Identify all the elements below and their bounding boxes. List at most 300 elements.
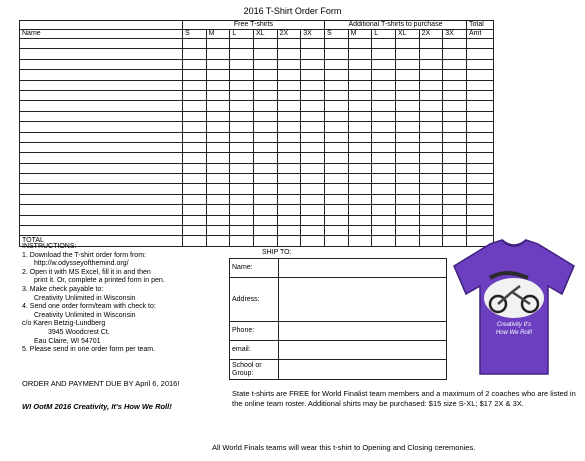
order-cell[interactable]: [372, 111, 396, 121]
order-cell[interactable]: [230, 122, 254, 132]
order-cell[interactable]: [230, 153, 254, 163]
ship-name-field[interactable]: [279, 259, 447, 278]
order-cell[interactable]: [348, 194, 372, 204]
order-cell[interactable]: [372, 205, 396, 215]
order-cell[interactable]: [324, 205, 348, 215]
order-cell[interactable]: [419, 111, 443, 121]
order-cell[interactable]: [277, 184, 301, 194]
order-cell[interactable]: [230, 80, 254, 90]
order-cell[interactable]: [253, 49, 277, 59]
order-cell[interactable]: [230, 194, 254, 204]
order-cell[interactable]: [183, 39, 207, 49]
order-cell[interactable]: [419, 122, 443, 132]
order-cell[interactable]: [277, 90, 301, 100]
order-cell[interactable]: [372, 194, 396, 204]
order-cell[interactable]: [206, 153, 230, 163]
order-cell[interactable]: [277, 101, 301, 111]
table-row: [20, 215, 494, 225]
order-cell[interactable]: [372, 132, 396, 142]
order-cell[interactable]: [277, 59, 301, 69]
ship-school-field[interactable]: [279, 360, 447, 380]
order-cell[interactable]: [395, 59, 419, 69]
order-cell[interactable]: [348, 205, 372, 215]
order-cell[interactable]: [253, 142, 277, 152]
order-cell[interactable]: [301, 226, 325, 236]
name-cell[interactable]: [20, 142, 183, 152]
order-cell[interactable]: [206, 101, 230, 111]
order-cell[interactable]: [324, 70, 348, 80]
order-cell[interactable]: [183, 184, 207, 194]
order-cell[interactable]: [277, 174, 301, 184]
order-cell[interactable]: [230, 142, 254, 152]
order-cell[interactable]: [206, 142, 230, 152]
order-cell[interactable]: [183, 101, 207, 111]
order-cell[interactable]: [253, 70, 277, 80]
order-cell[interactable]: [419, 163, 443, 173]
order-cell[interactable]: [206, 226, 230, 236]
name-cell[interactable]: [20, 184, 183, 194]
order-cell[interactable]: [395, 90, 419, 100]
order-cell[interactable]: [443, 70, 467, 80]
order-cell[interactable]: [277, 163, 301, 173]
order-cell[interactable]: [419, 194, 443, 204]
order-cell[interactable]: [277, 80, 301, 90]
due-date-text: ORDER AND PAYMENT DUE BY April 6, 2016!: [22, 379, 180, 388]
order-cell[interactable]: [324, 174, 348, 184]
order-cell[interactable]: [348, 39, 372, 49]
order-cell[interactable]: [419, 153, 443, 163]
order-cell[interactable]: [253, 153, 277, 163]
name-cell[interactable]: [20, 49, 183, 59]
order-cell[interactable]: [230, 70, 254, 80]
order-cell[interactable]: [467, 226, 494, 236]
order-cell[interactable]: [206, 174, 230, 184]
order-cell[interactable]: [230, 215, 254, 225]
name-cell[interactable]: [20, 226, 183, 236]
order-cell[interactable]: [301, 80, 325, 90]
order-cell[interactable]: [230, 205, 254, 215]
order-cell[interactable]: [301, 101, 325, 111]
order-cell[interactable]: [443, 163, 467, 173]
order-cell[interactable]: [467, 163, 494, 173]
order-cell[interactable]: [395, 174, 419, 184]
ship-phone-label: Phone:: [230, 322, 279, 341]
order-cell[interactable]: [324, 215, 348, 225]
order-cell[interactable]: [277, 215, 301, 225]
order-cell[interactable]: [301, 215, 325, 225]
name-cell[interactable]: [20, 101, 183, 111]
order-cell[interactable]: [443, 184, 467, 194]
order-cell[interactable]: [395, 122, 419, 132]
order-cell[interactable]: [324, 142, 348, 152]
order-cell[interactable]: [301, 174, 325, 184]
order-cell[interactable]: [372, 90, 396, 100]
order-cell[interactable]: [183, 59, 207, 69]
order-cell[interactable]: [301, 39, 325, 49]
order-cell[interactable]: [443, 59, 467, 69]
name-cell[interactable]: [20, 215, 183, 225]
order-cell[interactable]: [324, 122, 348, 132]
order-cell[interactable]: [253, 174, 277, 184]
instruction-line: c/o Karen Betzig-Lundberg: [22, 320, 106, 328]
order-cell[interactable]: [230, 226, 254, 236]
order-cell[interactable]: [253, 39, 277, 49]
order-cell[interactable]: [395, 163, 419, 173]
order-cell[interactable]: [183, 111, 207, 121]
name-cell[interactable]: [20, 174, 183, 184]
name-cell[interactable]: [20, 70, 183, 80]
order-cell[interactable]: [301, 236, 325, 246]
order-cell[interactable]: [467, 70, 494, 80]
order-cell[interactable]: [253, 122, 277, 132]
order-cell[interactable]: [467, 122, 494, 132]
order-cell[interactable]: [301, 122, 325, 132]
order-cell[interactable]: [348, 59, 372, 69]
order-cell[interactable]: [301, 163, 325, 173]
order-cell[interactable]: [348, 101, 372, 111]
order-cell[interactable]: [183, 153, 207, 163]
order-cell[interactable]: [467, 153, 494, 163]
order-cell[interactable]: [301, 132, 325, 142]
order-cell[interactable]: [395, 215, 419, 225]
name-cell[interactable]: [20, 59, 183, 69]
order-cell[interactable]: [324, 80, 348, 90]
order-cell[interactable]: [253, 215, 277, 225]
order-cell[interactable]: [372, 153, 396, 163]
order-cell[interactable]: [230, 174, 254, 184]
order-cell[interactable]: [183, 194, 207, 204]
order-cell[interactable]: [395, 132, 419, 142]
order-cell[interactable]: [348, 184, 372, 194]
order-cell[interactable]: [372, 122, 396, 132]
name-cell[interactable]: [20, 80, 183, 90]
order-cell[interactable]: [443, 226, 467, 236]
order-cell[interactable]: [467, 39, 494, 49]
order-cell[interactable]: [467, 174, 494, 184]
order-cell[interactable]: [443, 111, 467, 121]
order-cell[interactable]: [253, 101, 277, 111]
order-cell[interactable]: [301, 90, 325, 100]
order-cell[interactable]: [253, 80, 277, 90]
order-cell[interactable]: [395, 80, 419, 90]
order-cell[interactable]: [183, 142, 207, 152]
order-cell[interactable]: [206, 184, 230, 194]
order-cell[interactable]: [277, 132, 301, 142]
instruction-line: 3. Make check payable to:: [22, 285, 104, 293]
order-cell[interactable]: [372, 80, 396, 90]
order-cell[interactable]: [372, 236, 396, 246]
order-cell[interactable]: [372, 49, 396, 59]
order-cell[interactable]: [348, 90, 372, 100]
order-cell[interactable]: [230, 39, 254, 49]
order-cell[interactable]: [419, 49, 443, 59]
order-cell[interactable]: [348, 215, 372, 225]
order-cell[interactable]: [230, 163, 254, 173]
order-cell[interactable]: [395, 101, 419, 111]
order-cell[interactable]: [443, 153, 467, 163]
order-cell[interactable]: [206, 49, 230, 59]
order-cell[interactable]: [419, 90, 443, 100]
order-cell[interactable]: [419, 174, 443, 184]
order-cell[interactable]: [206, 122, 230, 132]
order-cell[interactable]: [183, 132, 207, 142]
order-cell[interactable]: [324, 59, 348, 69]
order-cell[interactable]: [253, 184, 277, 194]
order-cell[interactable]: [419, 236, 443, 246]
order-cell[interactable]: [419, 39, 443, 49]
order-cell[interactable]: [467, 142, 494, 152]
name-cell[interactable]: [20, 122, 183, 132]
order-cell[interactable]: [467, 90, 494, 100]
order-cell[interactable]: [467, 59, 494, 69]
order-cell[interactable]: [419, 59, 443, 69]
name-cell[interactable]: [20, 39, 183, 49]
ship-to-table: [229, 258, 447, 380]
ship-email-field[interactable]: [279, 341, 447, 360]
order-cell[interactable]: [206, 39, 230, 49]
order-cell[interactable]: [277, 111, 301, 121]
order-cell[interactable]: [419, 205, 443, 215]
shirt-note: State t-shirts are FREE for World Finalist team members and a maximum of 2 coaches who are listed in the online team roster. Additional shirts may be purchased: $15 size S-XL; $17 2X & 3X.: [232, 389, 576, 408]
order-cell[interactable]: [183, 70, 207, 80]
order-cell[interactable]: [395, 153, 419, 163]
name-cell[interactable]: [20, 194, 183, 204]
order-cell[interactable]: [324, 49, 348, 59]
order-cell[interactable]: [324, 194, 348, 204]
order-cell[interactable]: [230, 111, 254, 121]
order-cell[interactable]: [419, 142, 443, 152]
order-cell[interactable]: [230, 59, 254, 69]
order-cell[interactable]: [206, 215, 230, 225]
order-cell[interactable]: [443, 49, 467, 59]
order-cell[interactable]: [183, 174, 207, 184]
order-cell[interactable]: [253, 90, 277, 100]
order-cell[interactable]: [277, 142, 301, 152]
order-cell[interactable]: [277, 49, 301, 59]
order-cell[interactable]: [206, 111, 230, 121]
order-cell[interactable]: [253, 236, 277, 246]
order-cell[interactable]: [324, 163, 348, 173]
order-cell[interactable]: [443, 142, 467, 152]
order-cell[interactable]: [395, 194, 419, 204]
order-cell[interactable]: [324, 132, 348, 142]
order-cell[interactable]: [443, 90, 467, 100]
order-cell[interactable]: [253, 194, 277, 204]
order-cell[interactable]: [372, 215, 396, 225]
order-cell[interactable]: [348, 70, 372, 80]
order-cell[interactable]: [467, 132, 494, 142]
order-cell[interactable]: [348, 153, 372, 163]
order-cell[interactable]: [467, 80, 494, 90]
order-cell[interactable]: [372, 184, 396, 194]
order-cell[interactable]: [372, 101, 396, 111]
order-cell[interactable]: [395, 49, 419, 59]
order-cell[interactable]: [467, 49, 494, 59]
ship-address-field[interactable]: [279, 278, 447, 322]
order-cell[interactable]: [183, 49, 207, 59]
order-cell[interactable]: [348, 122, 372, 132]
order-cell[interactable]: [467, 205, 494, 215]
order-cell[interactable]: [277, 194, 301, 204]
order-cell[interactable]: [301, 111, 325, 121]
order-cell[interactable]: [324, 153, 348, 163]
order-cell[interactable]: [395, 70, 419, 80]
order-cell[interactable]: [348, 236, 372, 246]
order-cell[interactable]: [206, 163, 230, 173]
order-cell[interactable]: [230, 236, 254, 246]
order-cell[interactable]: [253, 163, 277, 173]
order-cell[interactable]: [183, 226, 207, 236]
order-cell[interactable]: [348, 111, 372, 121]
total-amt-header: Amt: [467, 30, 494, 39]
order-cell[interactable]: [183, 163, 207, 173]
order-cell[interactable]: [443, 205, 467, 215]
order-cell[interactable]: [395, 39, 419, 49]
order-cell[interactable]: [372, 174, 396, 184]
order-cell[interactable]: [183, 122, 207, 132]
table-row: [20, 226, 494, 236]
name-cell[interactable]: [20, 153, 183, 163]
order-cell[interactable]: [419, 70, 443, 80]
order-cell[interactable]: [419, 184, 443, 194]
order-cell[interactable]: [419, 80, 443, 90]
order-cell[interactable]: [348, 163, 372, 173]
order-cell[interactable]: [372, 39, 396, 49]
order-cell[interactable]: [443, 80, 467, 90]
order-cell[interactable]: [395, 236, 419, 246]
order-cell[interactable]: [253, 205, 277, 215]
order-cell[interactable]: [348, 49, 372, 59]
order-cell[interactable]: [467, 184, 494, 194]
order-cell[interactable]: [372, 59, 396, 69]
order-cell[interactable]: [395, 142, 419, 152]
order-cell[interactable]: [253, 111, 277, 121]
shirt-text-1: Creativity It's: [496, 322, 532, 328]
name-cell[interactable]: [20, 90, 183, 100]
order-cell[interactable]: [206, 80, 230, 90]
order-cell[interactable]: [467, 101, 494, 111]
order-cell[interactable]: [206, 90, 230, 100]
additional-tshirts-header: Additional T-shirts to purchase: [324, 21, 466, 30]
size-header-row: [20, 30, 494, 39]
order-cell[interactable]: [206, 194, 230, 204]
order-cell[interactable]: [395, 111, 419, 121]
instruction-line: print it. Or, complete a printed form in pen.: [34, 277, 165, 285]
order-cell[interactable]: [324, 39, 348, 49]
order-cell[interactable]: [372, 226, 396, 236]
order-cell[interactable]: [419, 132, 443, 142]
name-cell[interactable]: [20, 132, 183, 142]
order-cell[interactable]: [230, 101, 254, 111]
order-cell[interactable]: [301, 59, 325, 69]
order-cell[interactable]: [253, 59, 277, 69]
order-cell[interactable]: [324, 111, 348, 121]
order-cell[interactable]: [348, 142, 372, 152]
instructions: [22, 243, 222, 355]
order-cell[interactable]: [419, 101, 443, 111]
order-cell[interactable]: [443, 215, 467, 225]
order-cell[interactable]: [253, 226, 277, 236]
order-cell[interactable]: [277, 226, 301, 236]
order-cell[interactable]: [372, 142, 396, 152]
order-cell[interactable]: [443, 122, 467, 132]
order-cell[interactable]: [324, 184, 348, 194]
free-size-header: M: [206, 30, 230, 39]
order-cell[interactable]: [443, 39, 467, 49]
order-cell[interactable]: [277, 205, 301, 215]
slogan: WI OotM 2016 Creativity, It's How We Roll!: [22, 402, 172, 411]
order-cell[interactable]: [348, 80, 372, 90]
order-cell[interactable]: [443, 194, 467, 204]
order-cell[interactable]: [348, 226, 372, 236]
ship-phone-field[interactable]: [279, 322, 447, 341]
order-cell[interactable]: [443, 174, 467, 184]
name-cell[interactable]: [20, 205, 183, 215]
order-cell[interactable]: [395, 226, 419, 236]
order-cell[interactable]: [419, 226, 443, 236]
order-cell[interactable]: [372, 70, 396, 80]
order-cell[interactable]: [348, 132, 372, 142]
order-cell[interactable]: [443, 132, 467, 142]
order-cell[interactable]: [301, 70, 325, 80]
order-cell[interactable]: [372, 163, 396, 173]
order-cell[interactable]: [277, 70, 301, 80]
order-cell[interactable]: [230, 49, 254, 59]
order-cell[interactable]: [206, 59, 230, 69]
instruction-line: 5. Please send in one order form per team.: [22, 346, 156, 354]
order-cell[interactable]: [301, 142, 325, 152]
order-cell[interactable]: [183, 90, 207, 100]
order-cell[interactable]: [324, 90, 348, 100]
instruction-line: 3945 Woodcrest Ct.: [48, 328, 110, 336]
order-cell[interactable]: [277, 236, 301, 246]
name-cell[interactable]: [20, 111, 183, 121]
order-cell[interactable]: [301, 205, 325, 215]
order-cell[interactable]: [230, 184, 254, 194]
order-cell[interactable]: [419, 215, 443, 225]
order-cell[interactable]: [206, 132, 230, 142]
order-cell[interactable]: [183, 215, 207, 225]
order-cell[interactable]: [277, 122, 301, 132]
order-cell[interactable]: [230, 132, 254, 142]
order-cell[interactable]: [395, 184, 419, 194]
order-cell[interactable]: [324, 101, 348, 111]
order-cell[interactable]: [183, 80, 207, 90]
order-cell[interactable]: [348, 174, 372, 184]
order-cell[interactable]: [301, 194, 325, 204]
order-cell[interactable]: [443, 101, 467, 111]
order-cell[interactable]: [467, 215, 494, 225]
order-cell[interactable]: [277, 39, 301, 49]
order-cell[interactable]: [467, 111, 494, 121]
order-cell[interactable]: [253, 132, 277, 142]
additional-size-header: M: [348, 30, 372, 39]
order-cell[interactable]: [467, 194, 494, 204]
order-cell[interactable]: [301, 49, 325, 59]
order-cell[interactable]: [301, 184, 325, 194]
name-cell[interactable]: [20, 163, 183, 173]
order-cell[interactable]: [277, 153, 301, 163]
order-cell[interactable]: [301, 153, 325, 163]
order-cell[interactable]: [206, 205, 230, 215]
ship-school-label: School or Group:: [230, 360, 279, 380]
order-cell[interactable]: [324, 236, 348, 246]
order-cell[interactable]: [324, 226, 348, 236]
order-cell[interactable]: [183, 205, 207, 215]
order-cell[interactable]: [395, 205, 419, 215]
order-cell[interactable]: [206, 70, 230, 80]
order-cell[interactable]: [230, 90, 254, 100]
